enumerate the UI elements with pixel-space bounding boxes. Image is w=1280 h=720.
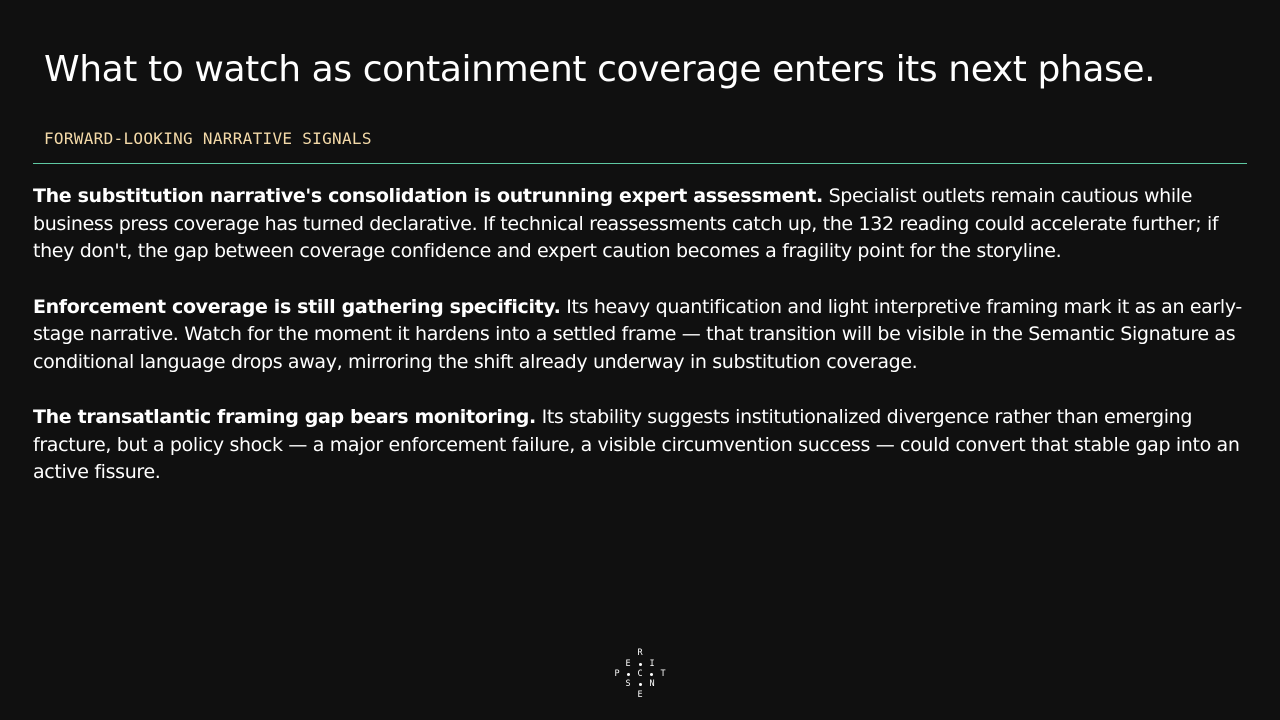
section-label: FORWARD-LOOKING NARRATIVE SIGNALS [44, 129, 372, 148]
paragraph-text: Specialist outlets remain cautious while business press coverage has turned declarative. If technical reassessments catch up, the 132 reading could accelerate further; if they don't, the gap between coverage confidence and expert caution becomes a fragility point for the storyline. [33, 185, 1219, 262]
logo-dot [627, 673, 630, 676]
logo-letter-t: T [660, 669, 666, 679]
paragraph-text: Its stability suggests institutionalized divergence rather than emerging fracture, but a policy shock — a major enforcement failure, a visible circumvention success — could convert that stable gap into an active fissure. [33, 406, 1240, 483]
logo-dot [639, 683, 642, 686]
logo-letter-c: C [637, 669, 643, 679]
logo-letter-p: P [614, 669, 620, 679]
paragraph-lead: The substitution narrative's consolidation is outrunning expert assessment. [33, 185, 823, 207]
logo-letter-e: E [625, 659, 631, 669]
prescient-logo [612, 648, 668, 700]
paragraph-lead: The transatlantic framing gap bears monitoring. [33, 406, 536, 428]
paragraph-transatlantic [33, 404, 1255, 487]
logo-letter-s: S [625, 679, 631, 689]
paragraph-lead: Enforcement coverage is still gathering specificity. [33, 295, 561, 318]
body-text [33, 183, 1255, 515]
logo-dot [650, 673, 653, 676]
logo-letter-e: E [637, 690, 643, 700]
paragraph-substitution [33, 183, 1255, 266]
slide-title: What to watch as containment coverage enters its next phase. [44, 49, 1156, 90]
paragraph-text: Its heavy quantification and light interpretive framing mark it as an early-stage narrative. Watch for the moment it hardens into a settled frame — that transition will be visible in the Semantic Signature as conditional language drops away, mirroring the shift already underway in substitution coverage. [33, 295, 1242, 373]
logo-letter-r: R [637, 648, 643, 658]
paragraph-enforcement [33, 294, 1255, 377]
logo-letter-n: N [649, 679, 655, 689]
logo-dot [639, 663, 642, 666]
section-divider [33, 163, 1247, 164]
logo-letter-i: I [649, 659, 655, 669]
